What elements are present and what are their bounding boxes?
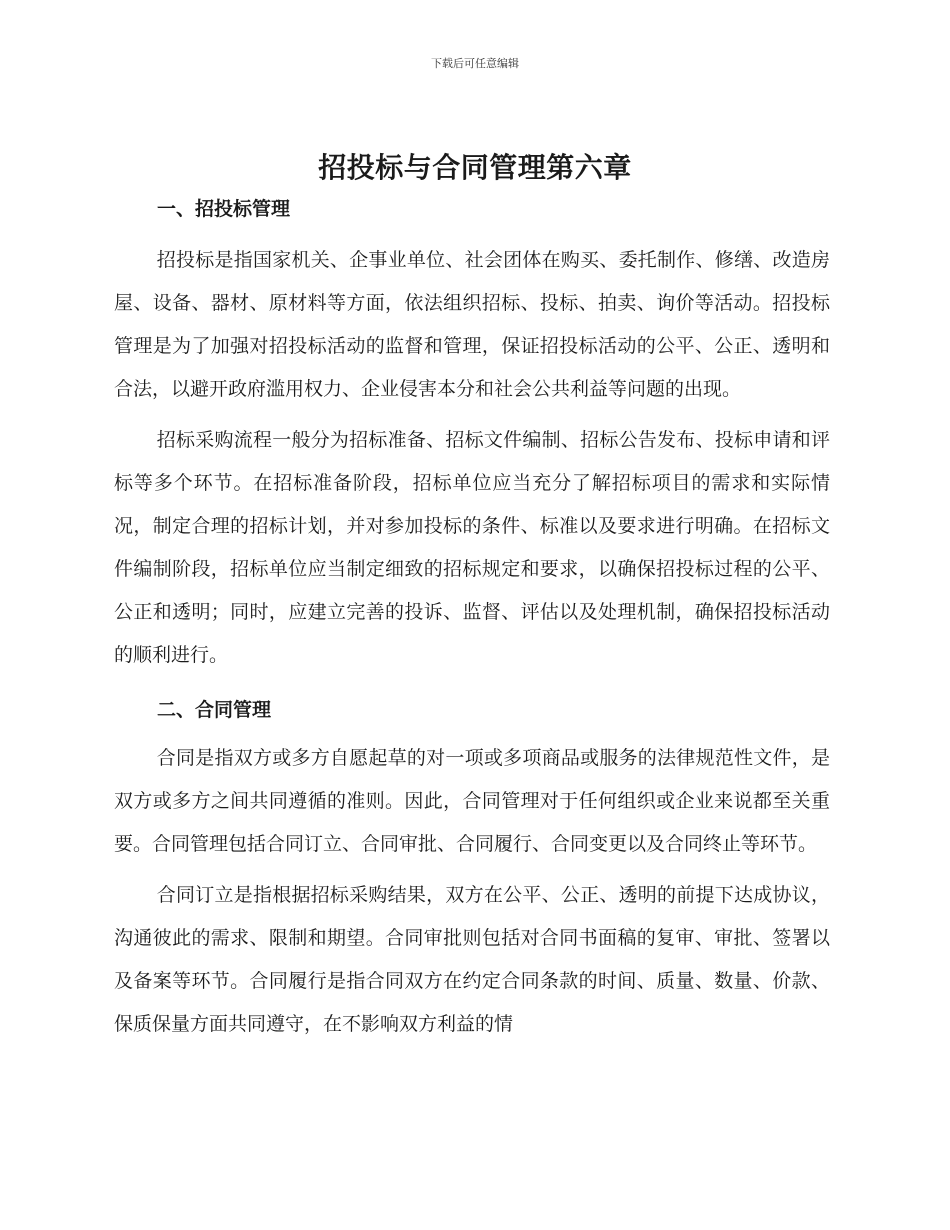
document-body <box>114 192 830 1046</box>
paragraph: 招标采购流程一般分为招标准备、招标文件编制、招标公告发布、投标申请和评标等多个环节。在招标准备阶段，招标单位应当充分了解招标项目的需求和实际情况，制定合理的招标计划，并对参加投标的条件、标准以及要求进行明确。在招标文件编制阶段，招标单位应当制定细致的招标规定和要求，以确保招投标过程的公平、公正和透明；同时，应建立完善的投诉、监督、评估以及处理机制，确保招投标活动的顺利进行。 <box>114 429 830 666</box>
paragraph: 合同是指双方或多方自愿起草的对一项或多项商品或服务的法律规范性文件，是双方或多方之间共同遵循的准则。因此，合同管理对于任何组织或企业来说都至关重要。合同管理包括合同订立、合同审批、合同履行、合同变更以及合同终止等环节。 <box>114 747 830 855</box>
paragraph: 招投标是指国家机关、企事业单位、社会团体在购买、委托制作、修缮、改造房屋、设备、器材、原材料等方面，依法组织招标、投标、拍卖、询价等活动。招投标管理是为了加强对招投标活动的监督和管理，保证招投标活动的公平、公正、透明和合法，以避开政府滥用权力、企业侵害本分和社会公共利益等问题的出现。 <box>114 249 830 400</box>
page-title: 招投标与合同管理第六章 <box>318 151 632 184</box>
header-note: 下载后可任意编辑 <box>431 57 519 70</box>
paragraph: 合同订立是指根据招标采购结果，双方在公平、公正、透明的前提下达成协议，沟通彼此的需求、限制和期望。合同审批则包括对合同书面稿的复审、审批、签署以及备案等环节。合同履行是指合同双方在约定合同条款的时间、质量、数量、价款、保质保量方面共同遵守，在不影响双方利益的情 <box>114 884 830 1035</box>
section-heading-bidding: 一、招投标管理 <box>157 198 291 220</box>
section-heading-contract: 二、合同管理 <box>157 699 272 721</box>
